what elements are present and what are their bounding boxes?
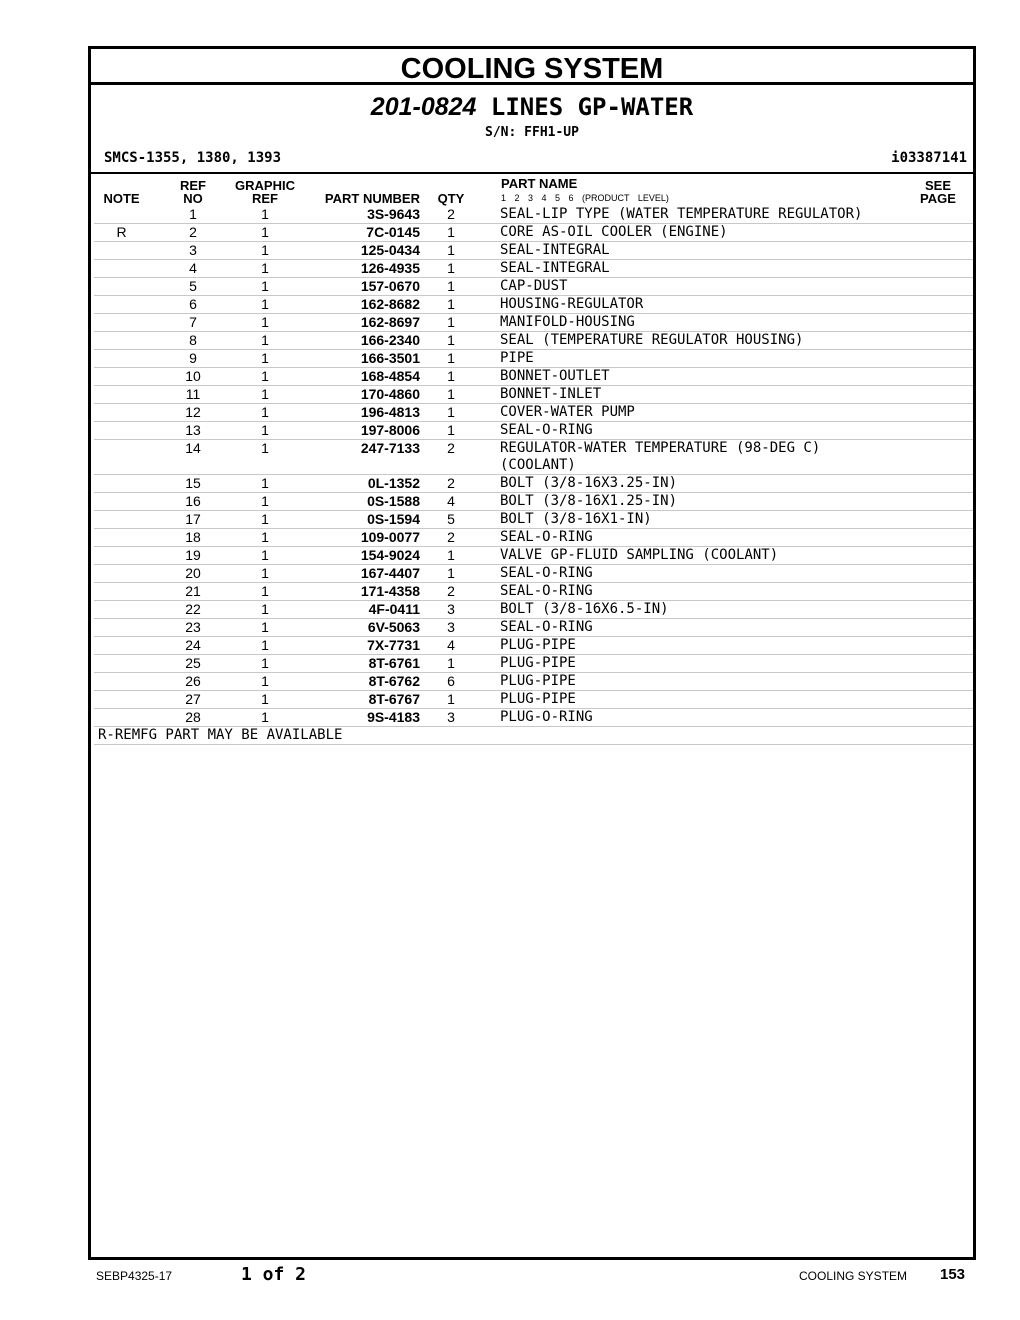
row-part-number: 196-4813 xyxy=(293,404,420,422)
row-graphic-ref: 1 xyxy=(237,242,293,260)
row-part-name xyxy=(482,296,933,314)
row-qty: 1 xyxy=(420,386,482,404)
row-note xyxy=(94,655,149,673)
row-part-name xyxy=(482,709,933,727)
row-ref-no: 11 xyxy=(149,386,237,404)
table-row xyxy=(94,709,973,727)
row-part-name xyxy=(482,404,933,422)
row-part-name xyxy=(482,224,933,242)
row-note xyxy=(94,368,149,386)
col-ref-top: REF xyxy=(180,178,206,193)
row-graphic-ref: 1 xyxy=(237,386,293,404)
row-part-name-line: BONNET-OUTLET xyxy=(500,368,610,384)
row-note xyxy=(94,260,149,278)
row-qty: 1 xyxy=(420,224,482,242)
row-graphic-ref: 1 xyxy=(237,673,293,691)
table-row xyxy=(94,619,973,637)
row-note xyxy=(94,386,149,404)
table-row xyxy=(94,547,973,565)
row-ref-no: 5 xyxy=(149,278,237,296)
row-qty: 3 xyxy=(420,709,482,727)
row-ref-no: 1 xyxy=(149,206,237,224)
row-qty: 1 xyxy=(420,278,482,296)
row-graphic-ref: 1 xyxy=(237,637,293,655)
row-see-page xyxy=(933,314,973,332)
row-part-name xyxy=(482,691,933,709)
row-part-name-line: CAP-DUST xyxy=(500,278,568,294)
row-part-number: 4F-0411 xyxy=(293,601,420,619)
row-part-name-line: PLUG-PIPE xyxy=(500,637,576,653)
row-ref-no: 26 xyxy=(149,673,237,691)
row-see-page xyxy=(933,260,973,278)
row-ref-no: 15 xyxy=(149,475,237,493)
col-graphic-top: GRAPHIC xyxy=(235,178,295,193)
row-part-name-line: COVER-WATER PUMP xyxy=(500,404,635,420)
row-qty: 1 xyxy=(420,260,482,278)
row-qty: 1 xyxy=(420,242,482,260)
page-of: 1 of 2 xyxy=(241,1264,307,1285)
table-row xyxy=(94,404,973,422)
row-see-page xyxy=(933,278,973,296)
row-part-name-line: (COOLANT) xyxy=(500,457,576,473)
row-ref-no: 12 xyxy=(149,404,237,422)
row-graphic-ref: 1 xyxy=(237,368,293,386)
row-qty: 1 xyxy=(420,565,482,583)
table-row xyxy=(94,386,973,404)
row-qty: 4 xyxy=(420,493,482,511)
doc-number: SEBP4325-17 xyxy=(96,1269,173,1283)
row-graphic-ref: 1 xyxy=(237,404,293,422)
row-see-page xyxy=(933,206,973,224)
row-note xyxy=(94,206,149,224)
row-part-number: 171-4358 xyxy=(293,583,420,601)
row-part-name xyxy=(482,673,933,691)
row-qty: 4 xyxy=(420,637,482,655)
row-qty: 6 xyxy=(420,673,482,691)
row-see-page xyxy=(933,547,973,565)
row-qty: 2 xyxy=(420,475,482,493)
table-row xyxy=(94,655,973,673)
row-note xyxy=(94,583,149,601)
row-part-name-line: BOLT (3/8-16X3.25-IN) xyxy=(500,475,678,491)
row-see-page xyxy=(933,368,973,386)
row-part-name-line: SEAL-INTEGRAL xyxy=(500,242,610,258)
row-see-page xyxy=(933,422,973,440)
row-ref-no: 20 xyxy=(149,565,237,583)
row-ref-no: 17 xyxy=(149,511,237,529)
row-see-page xyxy=(933,691,973,709)
table-row xyxy=(94,206,973,224)
row-see-page xyxy=(933,565,973,583)
row-ref-no: 27 xyxy=(149,691,237,709)
row-graphic-ref: 1 xyxy=(237,619,293,637)
row-qty: 1 xyxy=(420,314,482,332)
row-part-number: 3S-9643 xyxy=(293,206,420,224)
row-part-number: 9S-4183 xyxy=(293,709,420,727)
row-note xyxy=(94,314,149,332)
row-ref-no: 28 xyxy=(149,709,237,727)
row-part-name-line: SEAL-O-RING xyxy=(500,565,593,581)
row-note xyxy=(94,350,149,368)
row-see-page xyxy=(933,404,973,422)
row-part-name xyxy=(482,547,933,565)
row-note xyxy=(94,619,149,637)
row-note xyxy=(94,493,149,511)
row-graphic-ref: 1 xyxy=(237,511,293,529)
row-part-name xyxy=(482,368,933,386)
row-part-number: 167-4407 xyxy=(293,565,420,583)
row-qty: 2 xyxy=(420,206,482,224)
parts-table-body xyxy=(94,206,973,745)
smcs-codes: SMCS-1355, 1380, 1393 xyxy=(104,150,282,166)
row-part-number: 197-8006 xyxy=(293,422,420,440)
row-note xyxy=(94,511,149,529)
row-graphic-ref: 1 xyxy=(237,547,293,565)
row-part-name xyxy=(482,422,933,440)
row-qty: 1 xyxy=(420,547,482,565)
row-ref-no: 24 xyxy=(149,637,237,655)
row-qty: 1 xyxy=(420,368,482,386)
row-note xyxy=(94,529,149,547)
row-part-number: 154-9024 xyxy=(293,547,420,565)
row-ref-no: 25 xyxy=(149,655,237,673)
row-part-name-line: PIPE xyxy=(500,350,534,366)
row-qty: 2 xyxy=(420,440,482,475)
row-graphic-ref: 1 xyxy=(237,350,293,368)
row-part-number: 8T-6767 xyxy=(293,691,420,709)
row-part-name xyxy=(482,278,933,296)
row-ref-no: 4 xyxy=(149,260,237,278)
row-part-number: 247-7133 xyxy=(293,440,420,475)
table-row xyxy=(94,296,973,314)
row-part-name-line: PLUG-O-RING xyxy=(500,709,593,725)
col-note: NOTE xyxy=(103,191,140,206)
row-qty: 2 xyxy=(420,583,482,601)
row-graphic-ref: 1 xyxy=(237,332,293,350)
row-see-page xyxy=(933,296,973,314)
footnote-row xyxy=(94,727,973,745)
page-number: 153 xyxy=(940,1266,966,1283)
row-ref-no: 3 xyxy=(149,242,237,260)
row-note xyxy=(94,637,149,655)
row-qty: 5 xyxy=(420,511,482,529)
row-qty: 2 xyxy=(420,529,482,547)
row-part-name xyxy=(482,260,933,278)
row-graphic-ref: 1 xyxy=(237,314,293,332)
row-qty: 1 xyxy=(420,350,482,368)
illustration-id: i03387141 xyxy=(891,150,967,166)
col-part-number: PART NUMBER xyxy=(324,191,420,206)
row-note xyxy=(94,332,149,350)
row-qty: 1 xyxy=(420,691,482,709)
row-part-name-line: SEAL-INTEGRAL xyxy=(500,260,610,276)
serial-number: S/N: FFH1-UP xyxy=(485,125,579,140)
row-ref-no: 14 xyxy=(149,440,237,475)
col-part-name: PART NAME xyxy=(501,176,578,191)
row-part-name-line: REGULATOR-WATER TEMPERATURE (98-DEG C) xyxy=(500,440,821,456)
col-see-bottom: PAGE xyxy=(920,191,956,206)
row-part-name xyxy=(482,565,933,583)
row-part-name-line: SEAL-O-RING xyxy=(500,583,593,599)
row-see-page xyxy=(933,655,973,673)
table-row xyxy=(94,583,973,601)
table-row xyxy=(94,224,973,242)
row-graphic-ref: 1 xyxy=(237,709,293,727)
table-row xyxy=(94,350,973,368)
row-part-name xyxy=(482,619,933,637)
col-qty: QTY xyxy=(437,191,465,206)
row-qty: 1 xyxy=(420,422,482,440)
row-graphic-ref: 1 xyxy=(237,296,293,314)
row-ref-no: 2 xyxy=(149,224,237,242)
row-ref-no: 6 xyxy=(149,296,237,314)
row-part-name xyxy=(482,206,933,224)
row-note xyxy=(94,422,149,440)
row-note xyxy=(94,296,149,314)
row-see-page xyxy=(933,493,973,511)
row-graphic-ref: 1 xyxy=(237,224,293,242)
page-frame xyxy=(88,46,976,1260)
row-part-name-line: BONNET-INLET xyxy=(500,386,602,402)
row-note xyxy=(94,242,149,260)
row-part-name-line: SEAL-O-RING xyxy=(500,619,593,635)
product-levels: 1 2 3 4 5 6 (PRODUCT LEVEL) xyxy=(501,193,669,203)
row-part-number: 170-4860 xyxy=(293,386,420,404)
row-part-name-line: HOUSING-REGULATOR xyxy=(500,296,644,312)
row-note xyxy=(94,709,149,727)
row-note xyxy=(94,673,149,691)
row-part-number: 157-0670 xyxy=(293,278,420,296)
table-row xyxy=(94,242,973,260)
row-see-page xyxy=(933,619,973,637)
row-part-name xyxy=(482,637,933,655)
row-note xyxy=(94,691,149,709)
row-ref-no: 18 xyxy=(149,529,237,547)
footer-section: COOLING SYSTEM xyxy=(799,1269,908,1283)
row-part-name-line: BOLT (3/8-16X1.25-IN) xyxy=(500,493,678,509)
table-row xyxy=(94,565,973,583)
row-qty: 1 xyxy=(420,296,482,314)
row-part-name-line: MANIFOLD-HOUSING xyxy=(500,314,635,330)
row-part-number: 0L-1352 xyxy=(293,475,420,493)
row-qty: 1 xyxy=(420,332,482,350)
row-see-page xyxy=(933,350,973,368)
row-graphic-ref: 1 xyxy=(237,260,293,278)
row-part-number: 162-8682 xyxy=(293,296,420,314)
col-see-top: SEE xyxy=(924,178,951,193)
row-see-page xyxy=(933,673,973,691)
row-part-name-line: SEAL-O-RING xyxy=(500,422,593,438)
row-part-name-line: PLUG-PIPE xyxy=(500,691,576,707)
row-part-name xyxy=(482,529,933,547)
row-graphic-ref: 1 xyxy=(237,206,293,224)
row-see-page xyxy=(933,709,973,727)
row-part-number: 8T-6761 xyxy=(293,655,420,673)
row-part-name-line: PLUG-PIPE xyxy=(500,655,576,671)
row-part-name-line: CORE AS-OIL COOLER (ENGINE) xyxy=(500,224,728,240)
row-part-name xyxy=(482,475,933,493)
row-part-name-line: BOLT (3/8-16X1-IN) xyxy=(500,511,652,527)
row-ref-no: 9 xyxy=(149,350,237,368)
row-graphic-ref: 1 xyxy=(237,278,293,296)
footnote: R-REMFG PART MAY BE AVAILABLE xyxy=(94,727,973,745)
table-row xyxy=(94,493,973,511)
row-note xyxy=(94,601,149,619)
row-note xyxy=(94,475,149,493)
row-ref-no: 21 xyxy=(149,583,237,601)
group-name: LINES GP-WATER xyxy=(490,93,694,121)
row-part-name-line: SEAL-LIP TYPE (WATER TEMPERATURE REGULATOR) xyxy=(500,206,863,222)
row-qty: 1 xyxy=(420,655,482,673)
table-row xyxy=(94,475,973,493)
row-graphic-ref: 1 xyxy=(237,691,293,709)
table-row xyxy=(94,332,973,350)
row-part-name xyxy=(482,314,933,332)
row-see-page xyxy=(933,440,973,475)
row-part-name-line: BOLT (3/8-16X6.5-IN) xyxy=(500,601,669,617)
col-ref-bottom: NO xyxy=(183,191,203,206)
row-note xyxy=(94,547,149,565)
group-title xyxy=(91,93,973,121)
row-ref-no: 8 xyxy=(149,332,237,350)
row-graphic-ref: 1 xyxy=(237,493,293,511)
row-part-name xyxy=(482,242,933,260)
row-part-number: 126-4935 xyxy=(293,260,420,278)
row-see-page xyxy=(933,242,973,260)
row-graphic-ref: 1 xyxy=(237,440,293,475)
row-see-page xyxy=(933,386,973,404)
table-row xyxy=(94,511,973,529)
table-row xyxy=(94,673,973,691)
parts-table xyxy=(94,206,973,745)
row-part-number: 125-0434 xyxy=(293,242,420,260)
row-graphic-ref: 1 xyxy=(237,529,293,547)
row-note xyxy=(94,565,149,583)
row-note: R xyxy=(94,224,149,242)
row-see-page xyxy=(933,224,973,242)
row-part-number: 166-3501 xyxy=(293,350,420,368)
table-row xyxy=(94,529,973,547)
table-row xyxy=(94,637,973,655)
row-ref-no: 16 xyxy=(149,493,237,511)
table-row xyxy=(94,422,973,440)
row-part-number: 8T-6762 xyxy=(293,673,420,691)
row-note xyxy=(94,278,149,296)
row-ref-no: 19 xyxy=(149,547,237,565)
row-part-name-line: SEAL-O-RING xyxy=(500,529,593,545)
row-see-page xyxy=(933,475,973,493)
row-part-number: 0S-1588 xyxy=(293,493,420,511)
table-row xyxy=(94,691,973,709)
row-part-name xyxy=(482,583,933,601)
table-row xyxy=(94,278,973,296)
row-ref-no: 7 xyxy=(149,314,237,332)
row-see-page xyxy=(933,529,973,547)
row-qty: 3 xyxy=(420,601,482,619)
row-note xyxy=(94,404,149,422)
row-see-page xyxy=(933,583,973,601)
row-part-number: 6V-5063 xyxy=(293,619,420,637)
row-part-number: 162-8697 xyxy=(293,314,420,332)
row-note xyxy=(94,440,149,475)
col-graphic-bottom: REF xyxy=(252,191,278,206)
row-ref-no: 22 xyxy=(149,601,237,619)
table-row xyxy=(94,260,973,278)
row-see-page xyxy=(933,332,973,350)
row-part-name xyxy=(482,332,933,350)
header-divider xyxy=(91,172,973,174)
row-part-name-line: VALVE GP-FLUID SAMPLING (COOLANT) xyxy=(500,547,779,563)
row-part-number: 109-0077 xyxy=(293,529,420,547)
table-row xyxy=(94,368,973,386)
row-part-name xyxy=(482,601,933,619)
row-qty: 3 xyxy=(420,619,482,637)
table-row xyxy=(94,440,973,475)
row-see-page xyxy=(933,511,973,529)
row-part-name xyxy=(482,350,933,368)
row-qty: 1 xyxy=(420,404,482,422)
section-title: COOLING SYSTEM xyxy=(91,49,973,85)
row-graphic-ref: 1 xyxy=(237,565,293,583)
row-ref-no: 13 xyxy=(149,422,237,440)
row-part-name xyxy=(482,440,933,475)
row-part-name xyxy=(482,511,933,529)
row-graphic-ref: 1 xyxy=(237,655,293,673)
row-part-name-line: PLUG-PIPE xyxy=(500,673,576,689)
row-part-name-line: SEAL (TEMPERATURE REGULATOR HOUSING) xyxy=(500,332,804,348)
row-ref-no: 23 xyxy=(149,619,237,637)
row-see-page xyxy=(933,637,973,655)
group-number: 201-0824 xyxy=(370,93,477,121)
row-graphic-ref: 1 xyxy=(237,422,293,440)
row-part-number: 166-2340 xyxy=(293,332,420,350)
row-graphic-ref: 1 xyxy=(237,475,293,493)
row-graphic-ref: 1 xyxy=(237,583,293,601)
table-row xyxy=(94,601,973,619)
row-part-number: 7X-7731 xyxy=(293,637,420,655)
row-part-number: 0S-1594 xyxy=(293,511,420,529)
row-part-name xyxy=(482,493,933,511)
row-graphic-ref: 1 xyxy=(237,601,293,619)
row-ref-no: 10 xyxy=(149,368,237,386)
row-part-number: 7C-0145 xyxy=(293,224,420,242)
row-part-name xyxy=(482,386,933,404)
row-part-number: 168-4854 xyxy=(293,368,420,386)
table-row xyxy=(94,314,973,332)
row-part-name xyxy=(482,655,933,673)
row-see-page xyxy=(933,601,973,619)
